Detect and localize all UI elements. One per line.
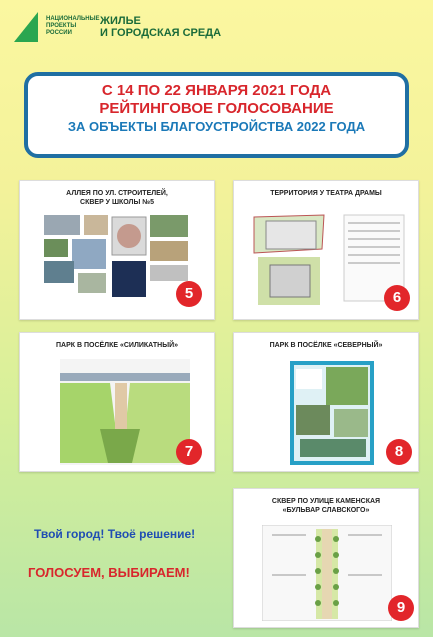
headline-voting: РЕЙТИНГОВОЕ ГОЛОСОВАНИЕ bbox=[99, 100, 334, 117]
park-brochure-image bbox=[290, 361, 374, 465]
vote-number-badge: 7 bbox=[176, 439, 202, 465]
vote-number-badge: 6 bbox=[384, 285, 410, 311]
boulevard-plan-image bbox=[262, 525, 392, 621]
logo-mark-icon bbox=[14, 12, 38, 42]
card-title: ПАРК В ПОСЁЛКЕ «СЕВЕРНЫЙ» bbox=[269, 342, 383, 349]
card-title: ПАРК В ПОСЁЛКЕ «СИЛИКАТНЫЙ» bbox=[56, 342, 178, 349]
headline-dates: С 14 ПО 22 ЯНВАРЯ 2021 ГОДА bbox=[101, 82, 332, 99]
project-card-7[interactable] bbox=[19, 332, 215, 472]
project-card-5[interactable] bbox=[19, 180, 215, 320]
park-plan-image bbox=[60, 359, 190, 465]
slogan-your-city: Твой город! Твоё решение! bbox=[34, 527, 196, 541]
headline-box bbox=[24, 72, 409, 158]
card-title: АЛЛЕЯ ПО УЛ. СТРОИТЕЛЕЙ, СКВЕР У ШКОЛЫ №5 bbox=[66, 190, 168, 206]
project-card-6[interactable] bbox=[233, 180, 419, 320]
slogan-vote: ГОЛОСУЕМ, ВЫБИРАЕМ! bbox=[28, 565, 190, 580]
headline-objects: ЗА ОБЪЕКТЫ БЛАГОУСТРОЙСТВА 2022 ГОДА bbox=[67, 119, 366, 134]
card-title: ТЕРРИТОРИЯ У ТЕАТРА ДРАМЫ bbox=[270, 190, 382, 197]
vote-number-badge: 8 bbox=[386, 439, 412, 465]
vote-number-badge: 9 bbox=[388, 595, 414, 621]
project-card-8[interactable] bbox=[233, 332, 419, 472]
card-title: СКВЕР ПО УЛИЦЕ КАМЕНСКАЯ «БУЛЬВАР СЛАВСКОГО» bbox=[271, 498, 381, 514]
national-projects-logo bbox=[14, 12, 234, 42]
logo-small-text: НАЦИОНАЛЬНЫЕ ПРОЕКТЫ РОССИИ bbox=[46, 16, 100, 36]
vote-number-badge: 5 bbox=[176, 281, 202, 307]
logo-big-text: ЖИЛЬЕ И ГОРОДСКАЯ СРЕДА bbox=[100, 15, 222, 39]
project-card-9[interactable] bbox=[233, 488, 419, 628]
project-collage-image bbox=[42, 213, 192, 311]
